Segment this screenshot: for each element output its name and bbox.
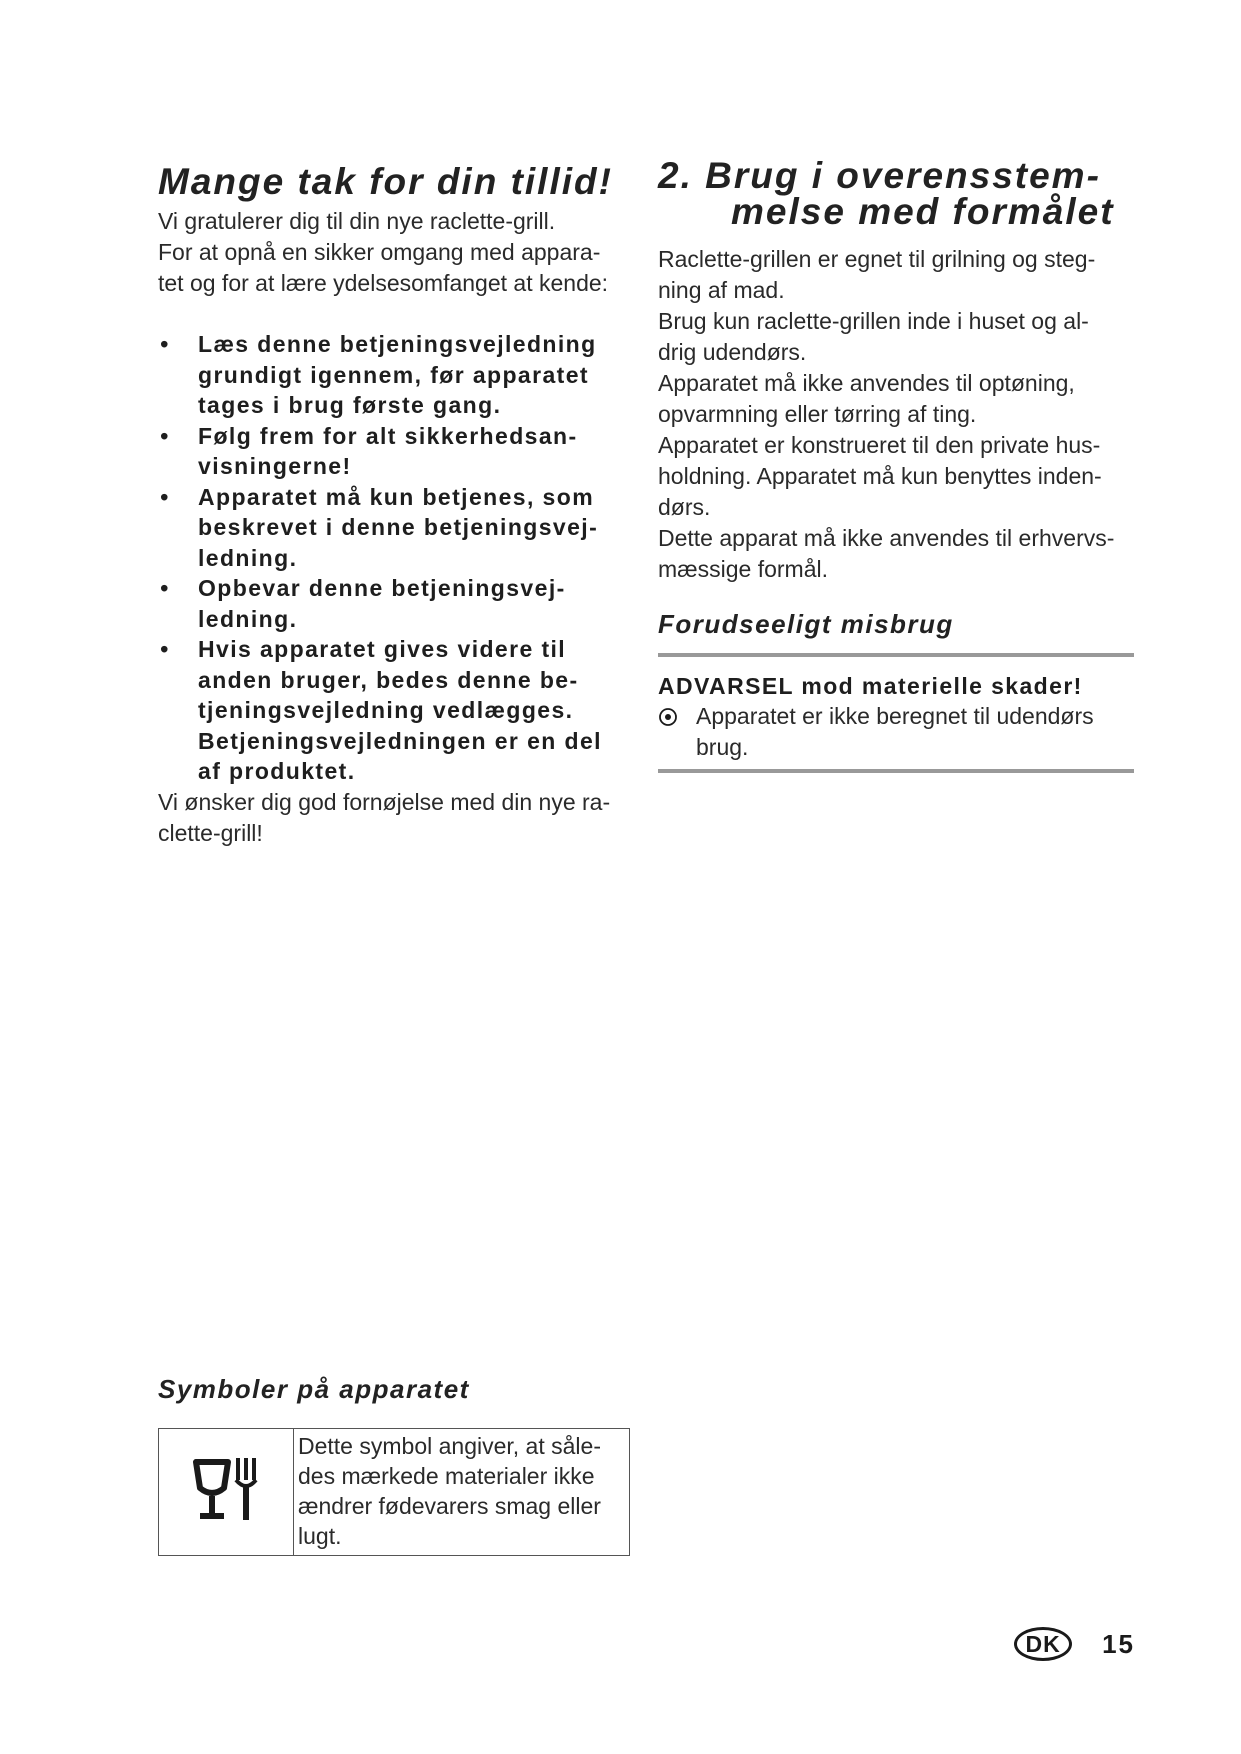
body-line: Raclette-grillen er egnet til grilning og steg- xyxy=(658,246,1096,272)
left-column xyxy=(158,158,628,849)
page-number: 15 xyxy=(1102,1628,1135,1659)
list-line: Betjeningsvejledningen er en del xyxy=(198,727,602,754)
symbol-description xyxy=(298,1431,623,1551)
closing-paragraph xyxy=(158,787,628,849)
list-line: Følg frem for alt sikkerhedsan- xyxy=(198,422,578,449)
bullet-icon: • xyxy=(160,636,170,662)
list-item xyxy=(158,634,628,787)
language-badge: DK xyxy=(1014,1627,1072,1661)
intro-line: For at opnå en sikker omgang med appara- xyxy=(158,239,601,265)
list-line: Apparatet må kun betjenes, som xyxy=(198,483,595,510)
body-paragraph xyxy=(658,244,1134,306)
list-line: anden bruger, bedes denne be- xyxy=(198,666,579,693)
body-line: Brug kun raclette-grillen inde i huset og al- xyxy=(658,308,1089,334)
list-line: grundigt igennem, før apparatet xyxy=(198,361,589,388)
circled-dot-icon xyxy=(658,707,678,727)
list-item xyxy=(158,421,628,482)
bullet-icon: • xyxy=(160,483,170,510)
list-line: ledning. xyxy=(198,605,298,632)
warning-box xyxy=(658,653,1134,773)
body-line: holdning. Apparatet må kun benyttes inden- xyxy=(658,463,1102,489)
symbol-description-line: lugt. xyxy=(298,1523,342,1549)
section-title-line: 2. Brug i overensstem- xyxy=(658,155,1101,196)
body-paragraph xyxy=(658,430,1134,523)
list-line: Læs denne betjeningsvejledning xyxy=(198,331,597,357)
section-body xyxy=(658,244,1134,585)
list-item xyxy=(158,573,628,634)
body-line: drig udendørs. xyxy=(658,339,807,365)
subheading: Forudseeligt misbrug xyxy=(658,609,954,639)
bullet-icon: • xyxy=(160,331,170,357)
body-line: opvarmning eller tørring af ting. xyxy=(658,401,977,427)
list-line: tages i brug første gang. xyxy=(198,392,502,418)
list-line: visningerne! xyxy=(198,453,352,479)
closing-line: clette-grill! xyxy=(158,819,263,846)
body-line: Apparatet er konstrueret til den private hus- xyxy=(658,432,1101,458)
body-paragraph xyxy=(658,523,1134,585)
list-item xyxy=(158,482,628,574)
table-row xyxy=(159,1429,630,1556)
bullet-icon: • xyxy=(160,575,170,601)
warning-line: brug. xyxy=(696,734,749,760)
glass-fork-food-safe-icon xyxy=(186,1450,266,1530)
list-line: beskrevet i denne betjeningsvej- xyxy=(198,514,599,540)
warning-item xyxy=(658,701,1134,763)
body-line: dørs. xyxy=(658,494,711,520)
body-line: mæssige formål. xyxy=(658,556,828,582)
intro-line: tet og for at lære ydelsesomfanget at kende: xyxy=(158,270,609,296)
warning-line: Apparatet er ikke beregnet til udendørs xyxy=(696,703,1094,729)
list-item xyxy=(158,329,628,421)
right-column xyxy=(658,155,1134,773)
symbol-icon-cell xyxy=(159,1429,294,1556)
body-line: Dette apparat må ikke anvendes til erhvervs- xyxy=(658,525,1115,551)
symbol-description-cell xyxy=(294,1429,630,1556)
intro-paragraph xyxy=(158,237,628,299)
intro-text: Vi gratulerer dig til din nye raclette-grill. xyxy=(158,208,556,234)
symbol-description-line: Dette symbol angiver, at såle- xyxy=(298,1433,601,1459)
page-footer xyxy=(1014,1627,1135,1661)
list-line: ledning. xyxy=(198,544,298,571)
body-line: Apparatet må ikke anvendes til optøning, xyxy=(658,370,1075,396)
body-paragraph xyxy=(658,368,1134,430)
symbol-description-line: des mærkede materialer ikke xyxy=(298,1463,595,1489)
symbol-description-line: ændrer fødevarers smag eller xyxy=(298,1493,601,1519)
instruction-list xyxy=(158,329,628,787)
list-line: tjeningsvejledning vedlægges. xyxy=(198,697,574,723)
list-line: Opbevar denne betjeningsvej- xyxy=(198,575,566,601)
list-line: af produktet. xyxy=(198,758,356,784)
body-paragraph xyxy=(658,306,1134,368)
warning-title: ADVARSEL mod materielle skader! xyxy=(658,673,1083,699)
symbols-section xyxy=(158,1372,630,1556)
warning-text xyxy=(696,701,1134,763)
list-line: Hvis apparatet gives videre til xyxy=(198,636,567,662)
symbols-title: Symboler på apparatet xyxy=(158,1374,470,1404)
section-title xyxy=(658,155,1134,232)
symbol-table xyxy=(158,1428,630,1556)
body-line: ning af mad. xyxy=(658,277,785,303)
closing-line: Vi ønsker dig god fornøjelse med din nye ra- xyxy=(158,788,611,815)
section-title-line: melse med formålet xyxy=(731,191,1115,232)
page-title: Mange tak for din tillid! xyxy=(158,161,613,202)
bullet-icon: • xyxy=(160,422,170,449)
